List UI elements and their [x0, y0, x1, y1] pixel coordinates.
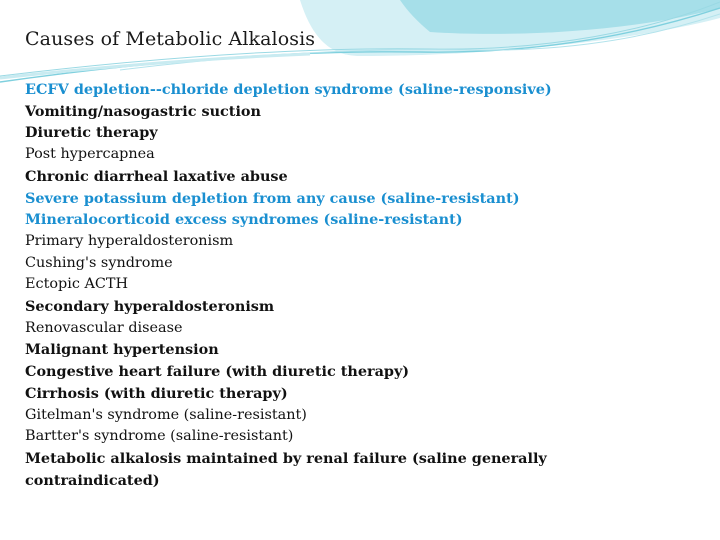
slide-title: Causes of Metabolic Alkalosis — [25, 28, 316, 50]
list-item: Secondary hyperaldosteronism — [25, 298, 275, 316]
list-item: Bartter's syndrome (saline-resistant) — [25, 428, 294, 445]
list-item: Severe potassium depletion from any cause (saline-resistant) — [25, 189, 520, 207]
list-item: Cirrhosis (with diuretic therapy) — [25, 384, 288, 402]
list-item: Ectopic ACTH — [25, 276, 129, 293]
list-item: Malignant hypertension — [25, 341, 219, 359]
list-item: Metabolic alkalosis maintained by renal failure (saline generally contraindicated) — [25, 449, 547, 489]
list-item: Gitelman's syndrome (saline-resistant) — [25, 406, 307, 423]
list-item: Renovascular disease — [25, 319, 183, 336]
list-item: Cushing's syndrome — [25, 254, 173, 271]
list-item: Primary hyperaldosteronism — [25, 232, 234, 249]
list-item: Diuretic therapy — [25, 124, 158, 142]
list-item: Mineralocorticoid excess syndromes (saline-resistant) — [25, 211, 463, 229]
list-item: Chronic diarrheal laxative abuse — [25, 167, 288, 185]
list-item: Congestive heart failure (with diuretic therapy) — [25, 363, 410, 381]
list-item: ECFV depletion--chloride depletion syndrome (saline-responsive) — [25, 81, 552, 98]
list-item: Vomiting/nasogastric suction — [25, 102, 261, 120]
list-item: Post hypercapnea — [25, 146, 155, 163]
content-list — [25, 79, 685, 491]
